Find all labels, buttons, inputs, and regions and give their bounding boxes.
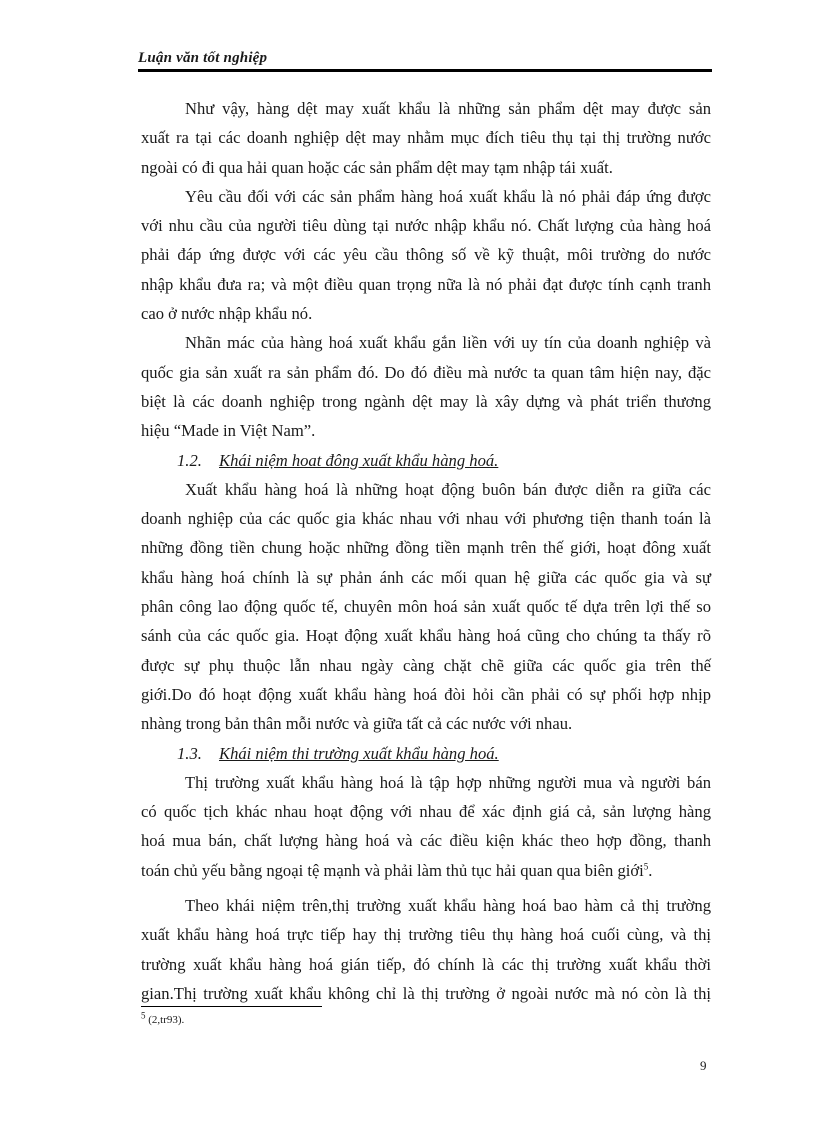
section-heading-1-3 — [141, 739, 711, 768]
text-line: Như vậy, hàng dệt may xuất khẩu là những sản phẩm dệt may được sản — [185, 99, 711, 118]
text-line: hoá mua bán, chất lượng hàng hoá và các điều kiện khác theo hợp đồng, thanh — [141, 831, 711, 851]
text-line: được sự phụ thuộc lẫn nhau ngày càng chặt chẽ giữa các quốc gia trên thế — [141, 655, 711, 675]
paragraph — [141, 328, 711, 445]
footnote-reference: 5 — [643, 861, 649, 872]
text-line: ngoài có đi qua hải quan hoặc các sản phẩm dệt may tạm nhập tái xuất. — [141, 157, 613, 177]
paragraph — [141, 475, 711, 739]
text-line: gian.Thị trường xuất khẩu không chỉ là thị trường ở ngoài nước mà nó còn là thị — [141, 983, 711, 1003]
footnote-separator — [141, 1006, 322, 1007]
text-line: Xuất khẩu hàng hoá là những hoạt động buôn bán được diễn ra giữa các — [185, 479, 711, 499]
text-line: sánh của các quốc gia. Hoạt động xuất khẩu hàng hoá cũng cho chúng ta thấy rõ — [141, 626, 711, 646]
header-rule — [138, 69, 712, 72]
text-line: Thị trường xuất khẩu hàng hoá là tập hợp những người mua và người bán — [185, 772, 711, 792]
page-header — [138, 48, 712, 74]
text-line: phải đáp ứng được với các yêu cầu thông số về kỹ thuật, môi trường do nước — [141, 245, 711, 265]
header-title: Luận văn tốt nghiệp — [138, 50, 268, 66]
text-line: khẩu hàng hoá chính là sự phản ánh các mối quan hệ giữa các quốc gia và sự — [141, 567, 711, 587]
heading-title: Khái niệm hoat đông xuất khẩu hàng hoá. — [219, 450, 499, 470]
page-number: 9 — [700, 1058, 707, 1073]
heading-number: 1.2. — [177, 450, 202, 470]
text-line: những đồng tiền chung hoặc những đồng tiền mạnh trên thế giới, hoạt đông xuất — [141, 538, 711, 558]
paragraph — [141, 768, 711, 885]
section-heading-1-2 — [141, 446, 711, 475]
text-line: quốc gia sản xuất ra sản phẩm đó. Do đó điều mà nước ta quan tâm hiện nay, đặc — [141, 362, 711, 382]
text-line: cao ở nước nhập khẩu nó. — [141, 304, 313, 324]
document-body — [141, 94, 711, 1008]
heading-number: 1.3. — [177, 743, 202, 763]
text-line: Nhãn mác của hàng hoá xuất khẩu gắn liền với uy tín của doanh nghiệp và — [185, 333, 711, 353]
text-line: giới.Do đó hoạt động xuất khẩu hàng hoá đòi hỏi cần phải có sự phối hợp nhịp — [141, 684, 711, 704]
paragraph — [141, 182, 711, 328]
footnote-text: (2,tr93). — [145, 1014, 185, 1026]
footnote-marker: 5 — [141, 1010, 146, 1021]
text-line: có quốc tịch khác nhau hoạt động với nhau để xác định giá cả, sản lượng hàng — [141, 802, 711, 822]
text-line: nhàng trong bản thân mỗi nước và giữa tất cả các nước với nhau. — [141, 714, 573, 734]
text-line: xuất khẩu hàng hoá trực tiếp hay thị trường tiêu thụ hàng hoá cuối cùng, và thị — [141, 925, 711, 945]
text-line: phân công lao động quốc tế, chuyên môn hoá sản xuất quốc tế dựa trên lợi thế so — [141, 597, 711, 617]
paragraph — [141, 891, 711, 1008]
text-line: biệt là các doanh nghiệp trong ngành dệt may là xây dựng và phát triển thương — [141, 391, 711, 411]
text-line: Yêu cầu đối với các sản phẩm hàng hoá xuất khẩu là nó phải đáp ứng được — [185, 186, 711, 206]
paragraph — [141, 94, 711, 182]
text-line: trường xuất khẩu hàng hoá gián tiếp, đó chính là các thị trường xuất khẩu thời — [141, 954, 711, 974]
text-line: hiệu “Made in Việt Nam”. — [141, 421, 316, 441]
text-line: nhập khẩu đưa ra; và một điều quan trọng nữa là nó phải đạt được tính cạnh tranh — [141, 274, 711, 294]
text-line-content: toán chủ yếu bằng ngoại tệ mạnh và phải làm thủ tục hải quan qua biên giới — [141, 860, 644, 880]
text-line: xuất ra tại các doanh nghiệp dệt may nhằm mục đích tiêu thụ tại thị trường nước — [141, 128, 711, 148]
footnote — [141, 1010, 185, 1026]
text-line: toán chủ yếu bằng ngoại tệ mạnh và phải làm thủ tục hải quan qua biên giới$^5$. — [141, 860, 653, 880]
text-line: Theo khái niệm trên,thị trường xuất khẩu hàng hoá bao hàm cả thị trường — [185, 896, 711, 916]
heading-title: Khái niệm thi trường xuất khẩu hàng hoá. — [219, 743, 499, 763]
text-line: doanh nghiệp của các quốc gia khác nhau với nhau với phương tiện thanh toán là — [141, 509, 711, 529]
text-line: với nhu cầu của người tiêu dùng tại nước nhập khẩu nó. Chất lượng của hàng hoá — [141, 216, 711, 236]
